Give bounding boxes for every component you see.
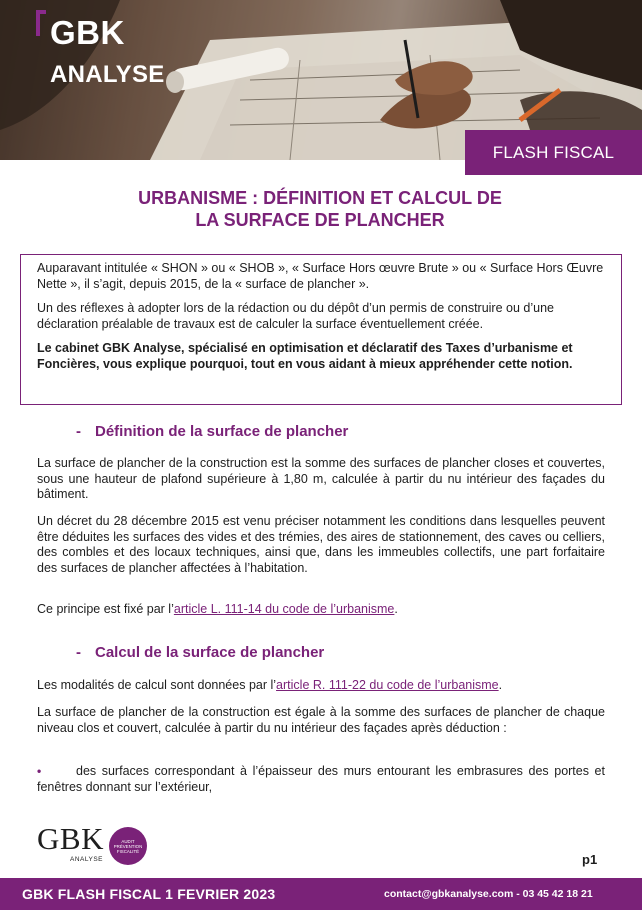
calcul-bullet-1: des surfaces correspondant à l’épaisseur des murs entourant les embrasures des portes et fenêtres donnant sur l’extérieur, — [37, 764, 605, 794]
article-l111-14-link[interactable]: article L. 111-14 du code de l’urbanisme — [173, 602, 395, 616]
text-fragment: . — [498, 678, 503, 692]
section-heading-text: Définition de la surface de plancher — [95, 423, 349, 440]
intro-paragraph-3: Le cabinet GBK Analyse, spécialisé en optimisation et déclaratif des Taxes d’urbanisme et Foncières, vous explique pourquoi, tout en vous aidant à mieux appréhender cette notion. — [37, 341, 573, 371]
footer-logo-name: GBK — [37, 821, 104, 856]
brand-subtitle: ANALYSE — [50, 61, 165, 88]
section-heading-text: Calcul de la surface de plancher — [95, 644, 325, 661]
logo-tag: FISCALITÉ — [116, 848, 140, 854]
footer-contact[interactable]: contact@gbkanalyse.com - 03 45 42 18 21 — [384, 888, 593, 900]
page-title-line1: URBANISME : DÉFINITION ET CALCUL DE — [138, 188, 502, 208]
calcul-paragraph-1 — [37, 678, 605, 694]
footer-bar — [0, 878, 642, 910]
intro-paragraph-1: Auparavant intitulée « SHON » ou « SHOB », « Surface Hors œuvre Brute » ou « Surface Hors Œuvre Nette », il s’agit, depuis 2015, de la « surface de plancher ». — [37, 261, 604, 291]
text-fragment: . — [394, 602, 398, 616]
definition-paragraph-1: La surface de plancher de la construction est la somme des surfaces de plancher closes et couvertes, sous une hauteur de plafond supérieure à 1,80 m, calculée à partir du nu intérieur des façades du bâtiment. — [37, 456, 605, 501]
footer-publication: GBK FLASH FISCAL 1 FEVRIER 2023 — [22, 886, 276, 902]
logo-tag: PRÉVENTION — [113, 843, 143, 849]
page-title-line2: LA SURFACE DE PLANCHER — [195, 210, 445, 230]
logo-tag: AUDIT — [121, 838, 135, 844]
bullet-icon: • — [37, 764, 42, 778]
calcul-paragraph-2: La surface de plancher de la construction est égale à la somme des surfaces de plancher de chaque niveau clos et couvert, calculée à partir du nu intérieur des façades après déduction : — [37, 705, 605, 735]
article-r111-22-link[interactable]: article R. 111-22 du code de l’urbanisme — [276, 678, 499, 692]
brand-logo: GBK — [50, 14, 125, 51]
definition-paragraph-3 — [37, 602, 605, 618]
flash-fiscal-badge: FLASH FISCAL — [465, 130, 642, 175]
footer-logo-subtitle: ANALYSE — [70, 856, 104, 863]
text-fragment: Les modalités de calcul sont données par l’ — [37, 678, 277, 692]
logo-bracket — [36, 10, 46, 36]
definition-paragraph-2: Un décret du 28 décembre 2015 est venu préciser notamment les conditions dans lesquelles peuvent être déduites les surfaces des vides et des trémies, des aires de stationnement, des caves ou celliers, des combles et des locaux techniques, ainsi que, dans les immeubles collectifs, une part forfaitaire des surfaces de plancher affectées à l’habitation. — [37, 514, 605, 575]
section-dash: - — [76, 423, 81, 440]
footer-logo-badge — [109, 827, 147, 865]
page-number: p1 — [582, 852, 598, 867]
intro-box — [20, 254, 622, 405]
section-heading-definition — [76, 423, 348, 441]
page-title — [60, 187, 580, 231]
section-dash: - — [76, 644, 81, 661]
intro-paragraph-2: Un des réflexes à adopter lors de la rédaction ou du dépôt d’un permis de construire ou d’une déclaration préalable de travaux est de calculer la surface éventuellement créée. — [37, 301, 554, 331]
text-fragment: Ce principe est fixé par l’ — [37, 602, 174, 616]
section-heading-calcul — [76, 644, 324, 662]
footer-logo — [37, 823, 152, 868]
